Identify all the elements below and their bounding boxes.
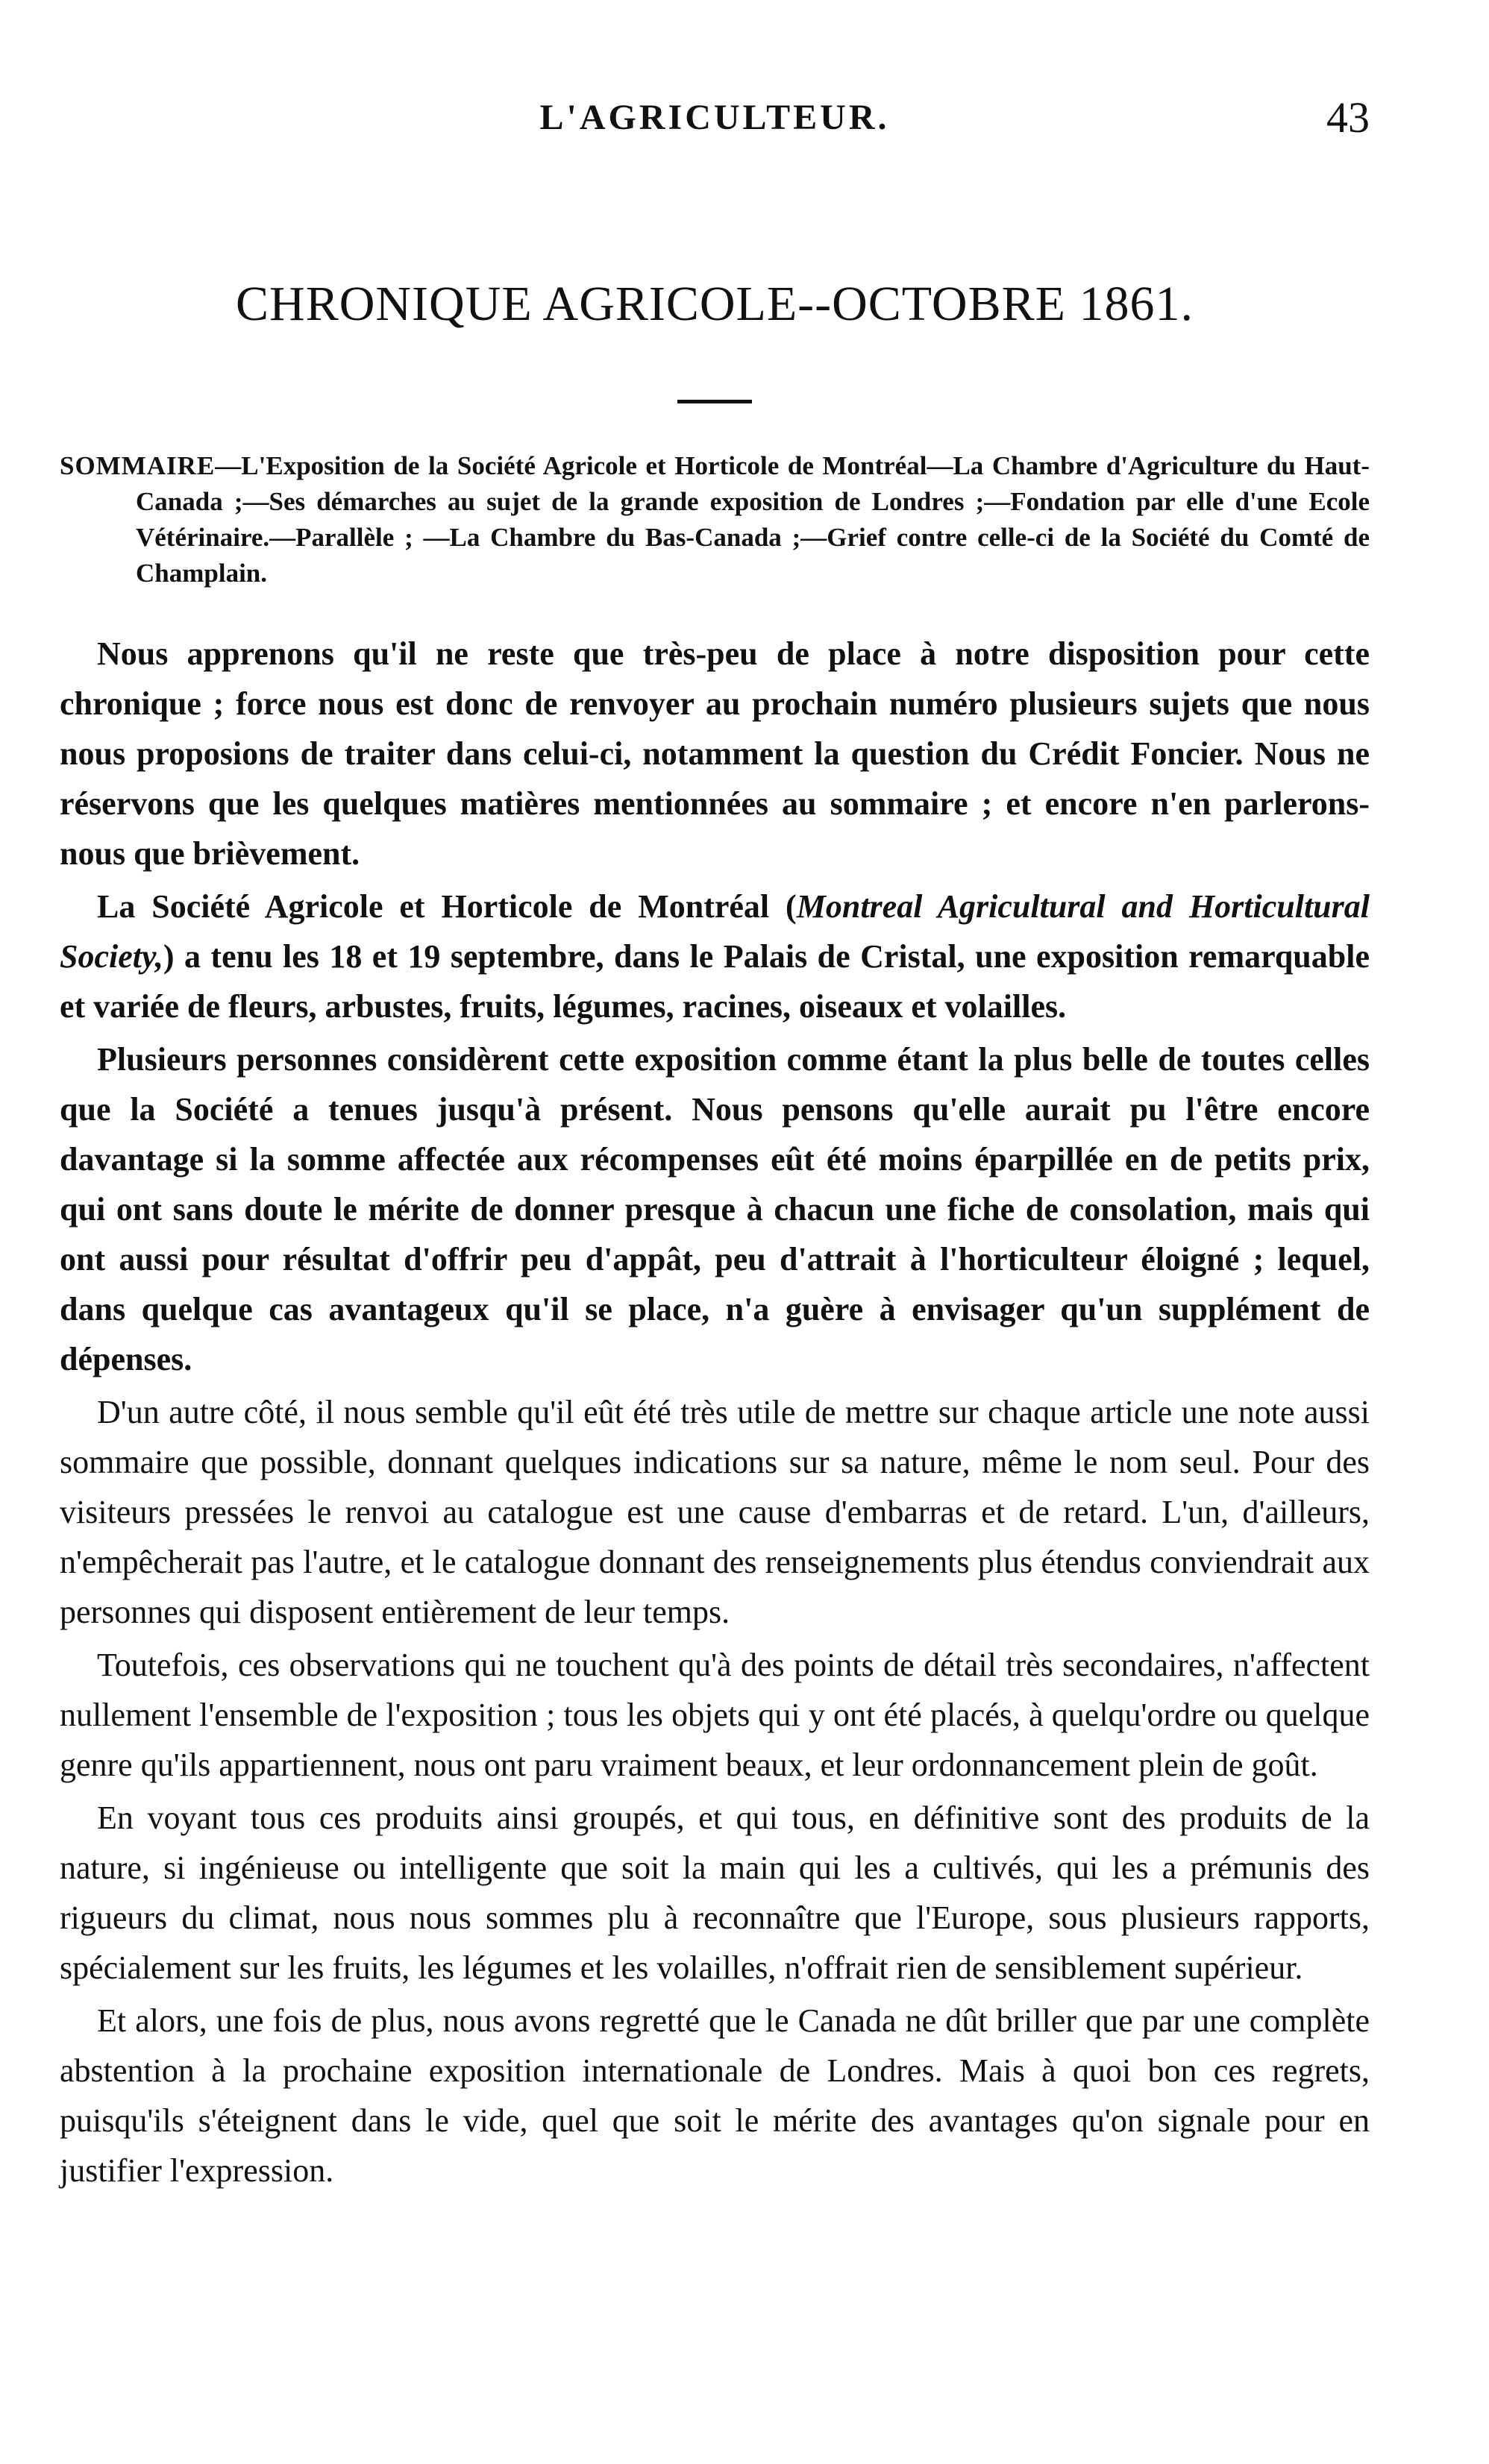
society-english-name: Montreal Agricultural and Horticultural Society,: [60, 888, 1370, 975]
document-page: [60, 89, 1370, 2199]
page-number: 43: [1326, 93, 1370, 142]
chapter-title: CHRONIQUE AGRICOLE--OCTOBRE 1861.: [236, 277, 1194, 331]
paragraph-5: Toutefois, ces observations qui ne touchent qu'à des points de détail très secondaires, n'affectent nullement l'ensemble de l'exposition ; tous les objets qui y ont été placés, à quelqu'ordre ou quelque genre qu'ils appartiennent, nous ont paru vraiment beaux, et leur ordonnancement plein de goût.: [60, 1647, 1370, 1783]
paragraph-3: Plusieurs personnes considèrent cette exposition comme étant la plus belle de toutes celles que la Société a tenues jusqu'à présent. Nous pensons qu'elle aurait pu l'être encore davantage si la somme affectée aux récompenses eût été moins éparpillée en de petits prix, qui ont sans doute le mérite de donner presque à chacun une fiche de consolation, mais qui ont aussi pour résultat d'offrir peu d'appât, peu d'attrait à l'horticulteur éloigné ; lequel, dans quelque cas avantageux qu'il se place, n'a guère à envisager qu'un supplément de dépenses.: [60, 1041, 1370, 1377]
running-header: [60, 89, 1370, 149]
title-divider: [677, 400, 752, 403]
body-text: [60, 629, 1370, 2196]
summary-block: [60, 448, 1370, 591]
paragraph-2: [60, 881, 1370, 1031]
paragraph-6: En voyant tous ces produits ainsi groupés, et qui tous, en définitive sont des produits de la nature, si ingénieuse ou intelligente que soit la main qui les a cultivés, qui les a prémunis des rigueurs du climat, nous nous sommes plu à reconnaître que l'Europe, sous plusieurs rapports, spécialement sur les fruits, les légumes et les volailles, n'offrait rien de sensiblement supérieur.: [60, 1800, 1370, 1986]
paragraph-4: D'un autre côté, il nous semble qu'il eût été très utile de mettre sur chaque article une note aussi sommaire que possible, donnant quelques indications sur sa nature, même le nom seul. Pour des visiteurs pressées le renvoi au catalogue est une cause d'embarras et de retard. L'un, d'ailleurs, n'empêcherait pas l'autre, et le catalogue donnant des renseignements plus étendus conviendrait aux personnes qui disposent entièrement de leur temps.: [60, 1394, 1370, 1630]
paragraph-7: Et alors, une fois de plus, nous avons regretté que le Canada ne dût briller que par une complète abstention à la prochaine exposition internationale de Londres. Mais à quoi bon ces regrets, puisqu'ils s'éteignent dans le vide, quel que soit le mérite des avantages qu'on signale pour en justifier l'expression.: [60, 2002, 1370, 2189]
summary-label: SOMMAIRE: [60, 451, 216, 480]
paragraph-1: Nous apprenons qu'il ne reste que très-peu de place à notre disposition pour cette chronique ; force nous est donc de renvoyer au prochain numéro plusieurs sujets que nous nous proposions de traiter dans celui-ci, notamment la question du Crédit Foncier. Nous ne réservons que les quelques matières mentionnées au sommaire ; et encore n'en parlerons-nous que brièvement.: [60, 635, 1370, 872]
summary-text: —L'Exposition de la Société Agricole et Horticole de Montréal—La Chambre d'Agriculture du Haut-Canada ;—Ses démarches au sujet de la grande exposition de Londres ;—Fondation par elle d'une Ecole Vétérinaire.—Parallèle ; —La Chambre du Bas-Canada ;—Grief contre celle-ci de la Société du Comté de Champlain.: [136, 451, 1370, 588]
paragraph-2-start: La Société Agricole et Horticole de Montréal (: [97, 888, 797, 925]
running-title: L'AGRICULTEUR.: [539, 98, 890, 137]
paragraph-2-end: ) a tenu les 18 et 19 septembre, dans le Palais de Cristal, une exposition remarquable et variée de fleurs, arbustes, fruits, légumes, racines, oiseaux et volailles.: [60, 938, 1370, 1025]
